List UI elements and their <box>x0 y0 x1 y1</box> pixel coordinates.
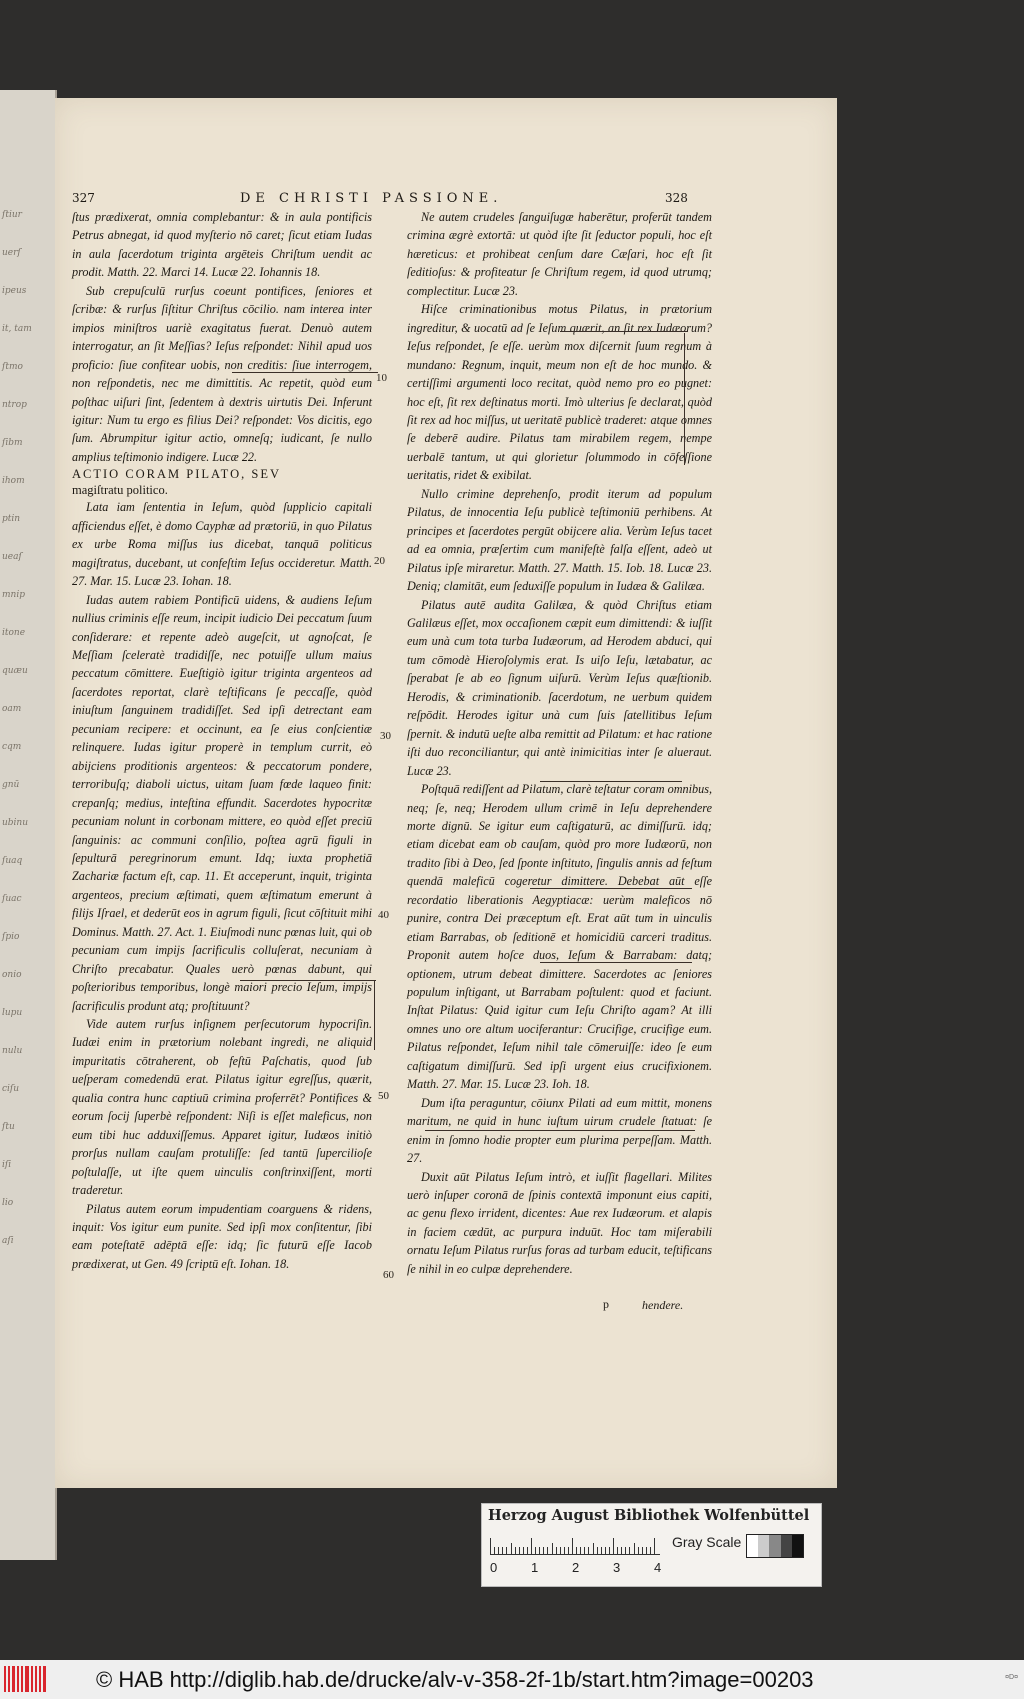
ink-underline <box>530 888 692 889</box>
left-edge-fragment: ptin <box>2 514 21 524</box>
paragraph: Pilatus autē audita Galilæa, & quòd Chriſtus etiam Galilæus eſſet, mox occaſionem cæpit eum dimittendi: & iuſſit eum unà cum tota turba Iudæorum, ad Herodem abduci, qui tum cōmodè Hieroſolymis erat. Is uiſo Ieſu, lætabatur, ac ſperabat ſe ab eo ſignum uiſurū. Verùm Ieſus quæſtionib. Herodis, & criminationib. ſacerdotum, ne uerbum quidem reſpōdit. Herodes igitur unà cum ſuis ſatellitibus Ieſum ſpernit. & indutū ueſte alba remittit ad Pilatum: et hac ratione iſti duo reconciliantur, qui antè inimicitias inter ſe alueraut. Lucæ 23. <box>407 597 712 778</box>
left-text-column <box>72 208 372 1273</box>
left-edge-fragment: gnū <box>2 780 20 790</box>
left-edge-fragment: iſi <box>2 1160 12 1170</box>
ink-bracket <box>684 333 685 465</box>
paragraph: Pilatus autem eorum impudentiam coarguens & ridens, inquit: Vos igitur eum punite. Sed ipſi mox conſitentur, ſibi eam poteſtatē adēptā eſſe: idq; ſic futurū eſſe Iacob prædixerat, ut Gen. 49 ſcriptū eſt. Iohan. 18. <box>72 1201 372 1271</box>
footer-url[interactable]: © HAB http://diglib.hab.de/drucke/alv-v-358-2f-1b/start.htm?image=00203 <box>96 1667 814 1692</box>
paragraph: Duxit aūt Pilatus Ieſum intrò, et iuſſit flagellari. Milites uerò inſuper coronā de ſpinis contextā imponunt eius capiti, ac genu flexo irrident, dicentes: Aue rex Iudæorum. et alapis in faciem cædūt, ac purpura induūt. Hoc tam miſerabili ornatu Ieſum Pilatus rurſus foras ad turbam educit, teſtificans ſe nihil in eo culpæ deprehendere. <box>407 1169 712 1276</box>
ruler-tick <box>523 1547 524 1554</box>
hab-logo <box>4 1666 48 1692</box>
color-scale-card <box>481 1503 822 1587</box>
card-title: Herzog August Bibliothek Wolfenbüttel <box>488 1507 810 1524</box>
left-edge-fragment: lupu <box>2 1008 23 1018</box>
ruler-tick <box>654 1538 655 1554</box>
ruler-number: 3 <box>613 1560 621 1575</box>
ruler <box>490 1530 660 1555</box>
ink-underline <box>240 980 376 981</box>
left-edge-fragment: quæu <box>2 666 28 676</box>
ruler-tick <box>613 1538 614 1554</box>
paragraph: Poſtquā rediſſent ad Pilatum, clarè teſtatur coram omnibus, neq; ſe, neq; Herodem ullum crimē in Ieſu deprehendere morte dignū. Se igitur eum caſtigaturū, ac dimiſſurū. idq; etiam dicebat eam ob cauſam, quòd pro more Iudæorū, non tradito ſibi à Deo, ſed ſponte inſtituto, ſingulis annis ad feſtum quendā maleficū cogeretur dimittere. Debebat aūt eſſe recordatio liberationis Aegyptiacæ: uerùm maleficos nō punire, contra Dei præceptum eſt. Erat aūt tum in uinculis etiam Barrabas, ob ſeditionē et homicidiū carceri traditus. Proponit autem hoſce duos, Ieſum & Barrabam: datq; optionem, utrum debeat dimittere. Sacerdotes ac ſeniores populum inſtigant, ut Barrabam poſtulent: quod et faciunt. Inſtat Pilatus: Quid igitur cum Ieſu Chriſto agam? At illi omnes uno ore altum uociferantur: Crucifige, crucifige eum. Pilatus reſpondet, Ieſum nihil tale cōmeruiſſe: ideo ſe eum caſtigatum dimiſſurū. Sed ipſi urgent eius crucifixionem. Matth. 27. Mar. 15. Lucæ 23. Ioh. 18. <box>407 782 713 1092</box>
paragraph: Lata iam ſententia in Ieſum, quòd ſupplicio capitali afficiendus eſſet, è domo Cayphæ ad prætoriū, in quo Pilatus ex urbe Roma miſſus ius dicebat, tanquā politicus magiſtratus, ducebant, ut confeſtim Ieſus occideretur. Matth. 27. Mar. 15. Lucæ 23. Iohan. 18. <box>72 500 372 589</box>
left-edge-fragment: ubinu <box>2 818 29 828</box>
section-subheading: magiſtratu politico. <box>72 483 168 498</box>
left-page-edge <box>0 90 57 1560</box>
left-edge-fragment: ipeus <box>2 286 27 296</box>
ruler-tick <box>498 1547 499 1554</box>
catchword: hendere. <box>642 1298 684 1312</box>
ink-underline <box>425 1130 695 1131</box>
ink-underline <box>540 962 692 963</box>
gray-scale-bar <box>746 1534 804 1558</box>
paragraph: Vide autem rurſus inſignem perſecutorum hypocriſin. Iudæi enim in prætorium nolebant ingredi, ne aliquid impuritatis cōtraherent, ob feſtū Paſchatis, quod ſub ueſperam comedendū erat. Pilatus igitur egreſſus, quærit, qualia contra hunc captiuū crimina proferrēt? Pontifices & eorum ſocij ſuperbè reſpondent: Niſi is eſſet maleficus, non eum tibi huc adduxiſſemus. Apparet igitur, Iudæos initiò prorſus nullam cauſam protuliſſe: ſed tantū ſupercilioſe poſtulaſſe, ut iſte quem uinculis conſtrinxiſſent, morti traderetur. <box>72 1017 372 1198</box>
margin-number: 20 <box>374 555 385 567</box>
left-edge-fragment: lio <box>2 1198 14 1208</box>
ruler-tick <box>527 1547 528 1554</box>
ruler-tick <box>634 1543 635 1554</box>
ruler-tick <box>572 1538 573 1554</box>
ruler-tick <box>556 1547 557 1554</box>
ruler-tick <box>543 1547 544 1554</box>
ruler-tick <box>494 1547 495 1554</box>
left-edge-fragment: ſtu <box>2 1122 15 1132</box>
paragraph: Iudas autem rabiem Pontificū uidens, & audiens Ieſum nullius criminis eſſe reum, incipit iudicio Dei peccatum ſuum conſiderare: et repente adeò augeſcit, ut agnoſcat, ſe Meſſiam ſceleratè tradidiſſe, nec potuiſſe ullum maius peccatum cōmittere. Eueſtigiò igitur triginta argenteos ad ſacerdotes reportat, clarè teſtificans ſe peccaſſe, quòd iniuſtum ſanguinem tradidiſſet. Sed ipſi detrectant eam pecuniam recipere: et occinunt, ea ſe eius conſcientiæ relinquere. Iudas igitur properè in templum currit, eò abijciens proditionis argenteos: & peccatorum pondere, terroribuſq; diaboli uictus, uitam ſuam fœde laqueo finit: crepanſq; medius, inteſtina effundit. Sacerdotes hypocritæ pecuniam nolunt in corbonam mittere, eo quòd eſſet preciū ſanguinis: ac communi conſilio, poſtea agrū figuli in ſepulturā peregrinorum emunt. Idq; iuxta prophetiā Zachariæ factum eſt, cap. 11. Et acceperunt, inquit, triginta argenteos, precium æſtimati, quem æſtimatum emerunt à filijs Iſrael, et dederūt eos in agrum figuli, ſicut cōſtituit mihi Dominus. Matth. 27. Act. 1. Eiuſmodi nunc pœnas luit, qui ob pecuniam cum impijs ſacrificulis colluſerat, necuniam à Chriſto precabatur. Quales uerò pœnas dabunt, qui poſterioribus temporibus, longè maiori precio Ieſum, impijs ſacrificulis produnt atq; proſtituunt? <box>72 592 372 1013</box>
ruler-tick <box>646 1547 647 1554</box>
right-text-column <box>407 208 712 1278</box>
paragraph: Dum iſta peraguntur, cōiunx Pilati ad eum mittit, monens maritum, ne quid in hunc iuſtum uirum crudele ſtatuat: ſe enim in ſomno hodie propter eum plurima perpeſſam. Matth. 27. <box>407 1095 712 1166</box>
ink-underline <box>232 372 378 373</box>
left-edge-fragment: uerſ <box>2 248 21 258</box>
ruler-tick <box>629 1547 630 1554</box>
ruler-tick <box>519 1547 520 1554</box>
ruler-tick <box>650 1547 651 1554</box>
ruler-tick <box>531 1538 532 1554</box>
ruler-tick <box>568 1547 569 1554</box>
left-edge-fragment: ſpio <box>2 932 20 942</box>
left-edge-fragment: ſuac <box>2 894 22 904</box>
margin-number: 40 <box>378 909 389 921</box>
ink-bracket <box>374 980 375 1050</box>
left-page-number: 327 <box>72 191 95 205</box>
left-edge-fragment: ciſu <box>2 1084 20 1094</box>
ruler-tick <box>617 1547 618 1554</box>
paragraph: ſtus prædixerat, omnia complebantur: & in aula pontificis Petrus abnegat, id quod myſterio nō caret; ſicut etiam Iudas in aula ſacerdotum triginta argēteis Chriſtum uendit ac prodit. Matth. 22. Marci 14. Lucæ 22. Iohannis 18. <box>72 210 372 280</box>
left-edge-fragment: ſtiur <box>2 210 22 220</box>
left-edge-fragment: ihom <box>2 476 25 486</box>
ruler-tick <box>502 1547 503 1554</box>
margin-number: 50 <box>378 1090 389 1102</box>
left-edge-fragment: it, tam <box>2 324 32 334</box>
ruler-number: 4 <box>654 1560 662 1575</box>
margin-number: 10 <box>376 372 387 384</box>
left-edge-fragment: nulu <box>2 1046 23 1056</box>
ruler-tick <box>609 1547 610 1554</box>
left-edge-fragment: ueaſ <box>2 552 22 562</box>
ruler-tick <box>515 1547 516 1554</box>
signature-mark: p <box>603 1297 609 1311</box>
ruler-tick <box>597 1547 598 1554</box>
paragraph: Sub crepuſculū rurſus coeunt pontifices, ſeniores et ſcribæ: & rurſus ſiſtitur Chriſtus cōcilio. nam interea inter impios miniſtros uariè exagitatus fuerat. Denuò autem interrogatur, an ſit Meſſias? Ieſus reſpondet: Nihil apud uos proficio: ſiue confitear uobis, non creditis: ſiue interrogem, non reſpondetis, nec me dimittitis. Ac repetit, quòd eum poſthac uiſuri ſint, ſedentem à dextris uirtutis Dei. Inferunt igitur: Num tu ergo es filius Dei? reſpondet: Vos dicitis, ego ſum. Abrumpitur igitur actio, omneſq; iudicant, ſe nullo amplius teſtimonio indigere. Lucæ 22. <box>72 283 372 464</box>
left-edge-fragment: cqm <box>2 742 22 752</box>
ruler-tick <box>625 1547 626 1554</box>
margin-number: 60 <box>383 1269 394 1281</box>
ruler-tick <box>564 1547 565 1554</box>
left-edge-fragment: mnip <box>2 590 25 600</box>
ruler-tick <box>535 1547 536 1554</box>
left-edge-fragment: ſtmo <box>2 362 23 372</box>
paragraph: Nullo crimine deprehenſo, prodit iterum ad populum Pilatus, de innocentia Ieſu publicè teſtimoniū perhibens. At principes et ſacerdotes pergūt obijcere alia. Verùm Ieſus tacet ad ea omnia, præſertim cum manifeſtè falſa eſſent, adeò ut Pilatus ipſe miraretur. Matth. 27. Matth. 15. Iob. 18. Lucæ 23. Deniq; clamitāt, eum ſeduxiſſe populum in Iudæa & Galilæa. <box>407 486 712 594</box>
ruler-tick <box>547 1547 548 1554</box>
ruler-tick <box>584 1547 585 1554</box>
section-heading: ACTIO CORAM PILATO, SEV <box>72 467 281 482</box>
ruler-tick <box>593 1543 594 1554</box>
left-edge-fragment: ſibm <box>2 438 23 448</box>
ruler-number: 2 <box>572 1560 580 1575</box>
left-edge-fragment: aſi <box>2 1236 14 1246</box>
left-edge-fragment: onio <box>2 970 22 980</box>
ruler-tick <box>642 1547 643 1554</box>
ruler-tick <box>605 1547 606 1554</box>
ruler-tick <box>560 1547 561 1554</box>
running-head: DE CHRISTI PASSIONE. <box>240 191 503 206</box>
footer-small: ¤D¤ <box>1005 1674 1018 1681</box>
ruler-tick <box>552 1543 553 1554</box>
ink-underline <box>540 781 682 782</box>
ruler-tick <box>638 1547 639 1554</box>
margin-number: 30 <box>380 730 391 742</box>
ruler-tick <box>576 1547 577 1554</box>
ruler-tick <box>621 1547 622 1554</box>
ruler-tick <box>580 1547 581 1554</box>
ruler-tick <box>511 1543 512 1554</box>
ruler-tick <box>601 1547 602 1554</box>
left-edge-fragment: ſuaq <box>2 856 23 866</box>
ruler-number: 1 <box>531 1560 539 1575</box>
left-edge-fragment: oam <box>2 704 22 714</box>
footer-bar <box>0 1660 1024 1699</box>
paragraph: Hiſce criminationibus motus Pilatus, in prætorium ingreditur, & uocatū ad ſe Ieſum quærit, an ſit rex Iudæorum? Ieſus reſpondet, ſe eſſe. uerùm mox diſcernit ſuum regnum à mundano: Regnum, inquit, meum non eſt de hoc mundo. & certiſſimi argumenti loco recitat, quòd nemo pro eo pugnet: hoc eſt, ſit rex deſtinatus morti. Imò ulterius ſe declarat, quòd ſit rex ad hoc miſſus, ut ueritatē publicè traderet: atque omnes ſe deberē audire. Pilatus tam mirabilem regem, nempe uerbalē tantum, ut qui glorietur ſolummodo in cōfeſſione ueritatis, ridet & exibilat. <box>407 302 712 483</box>
ruler-tick <box>506 1547 507 1554</box>
ruler-tick <box>539 1547 540 1554</box>
left-edge-fragment: itone <box>2 628 26 638</box>
ruler-tick <box>588 1547 589 1554</box>
gray-scale-label: Gray Scale <box>672 1534 742 1550</box>
ruler-number: 0 <box>490 1560 498 1575</box>
left-edge-fragment: ntrop <box>2 400 27 410</box>
right-page-number: 328 <box>665 191 688 205</box>
ink-underline <box>560 331 688 332</box>
ruler-tick <box>490 1538 491 1554</box>
paragraph: Ne autem crudeles ſanguiſugæ haberētur, proferūt tandem crimina ægrè extortā: ut quòd iſte ſit ſeductor populi, hoc eſt hæreticus: et prohibeat cenſum dare Cæſari, hoc eſt ſit ſeditioſus: & profiteatur ſe Chriſtum regem, id quod utrumq; complectitur. Lucæ 23. <box>407 210 712 298</box>
